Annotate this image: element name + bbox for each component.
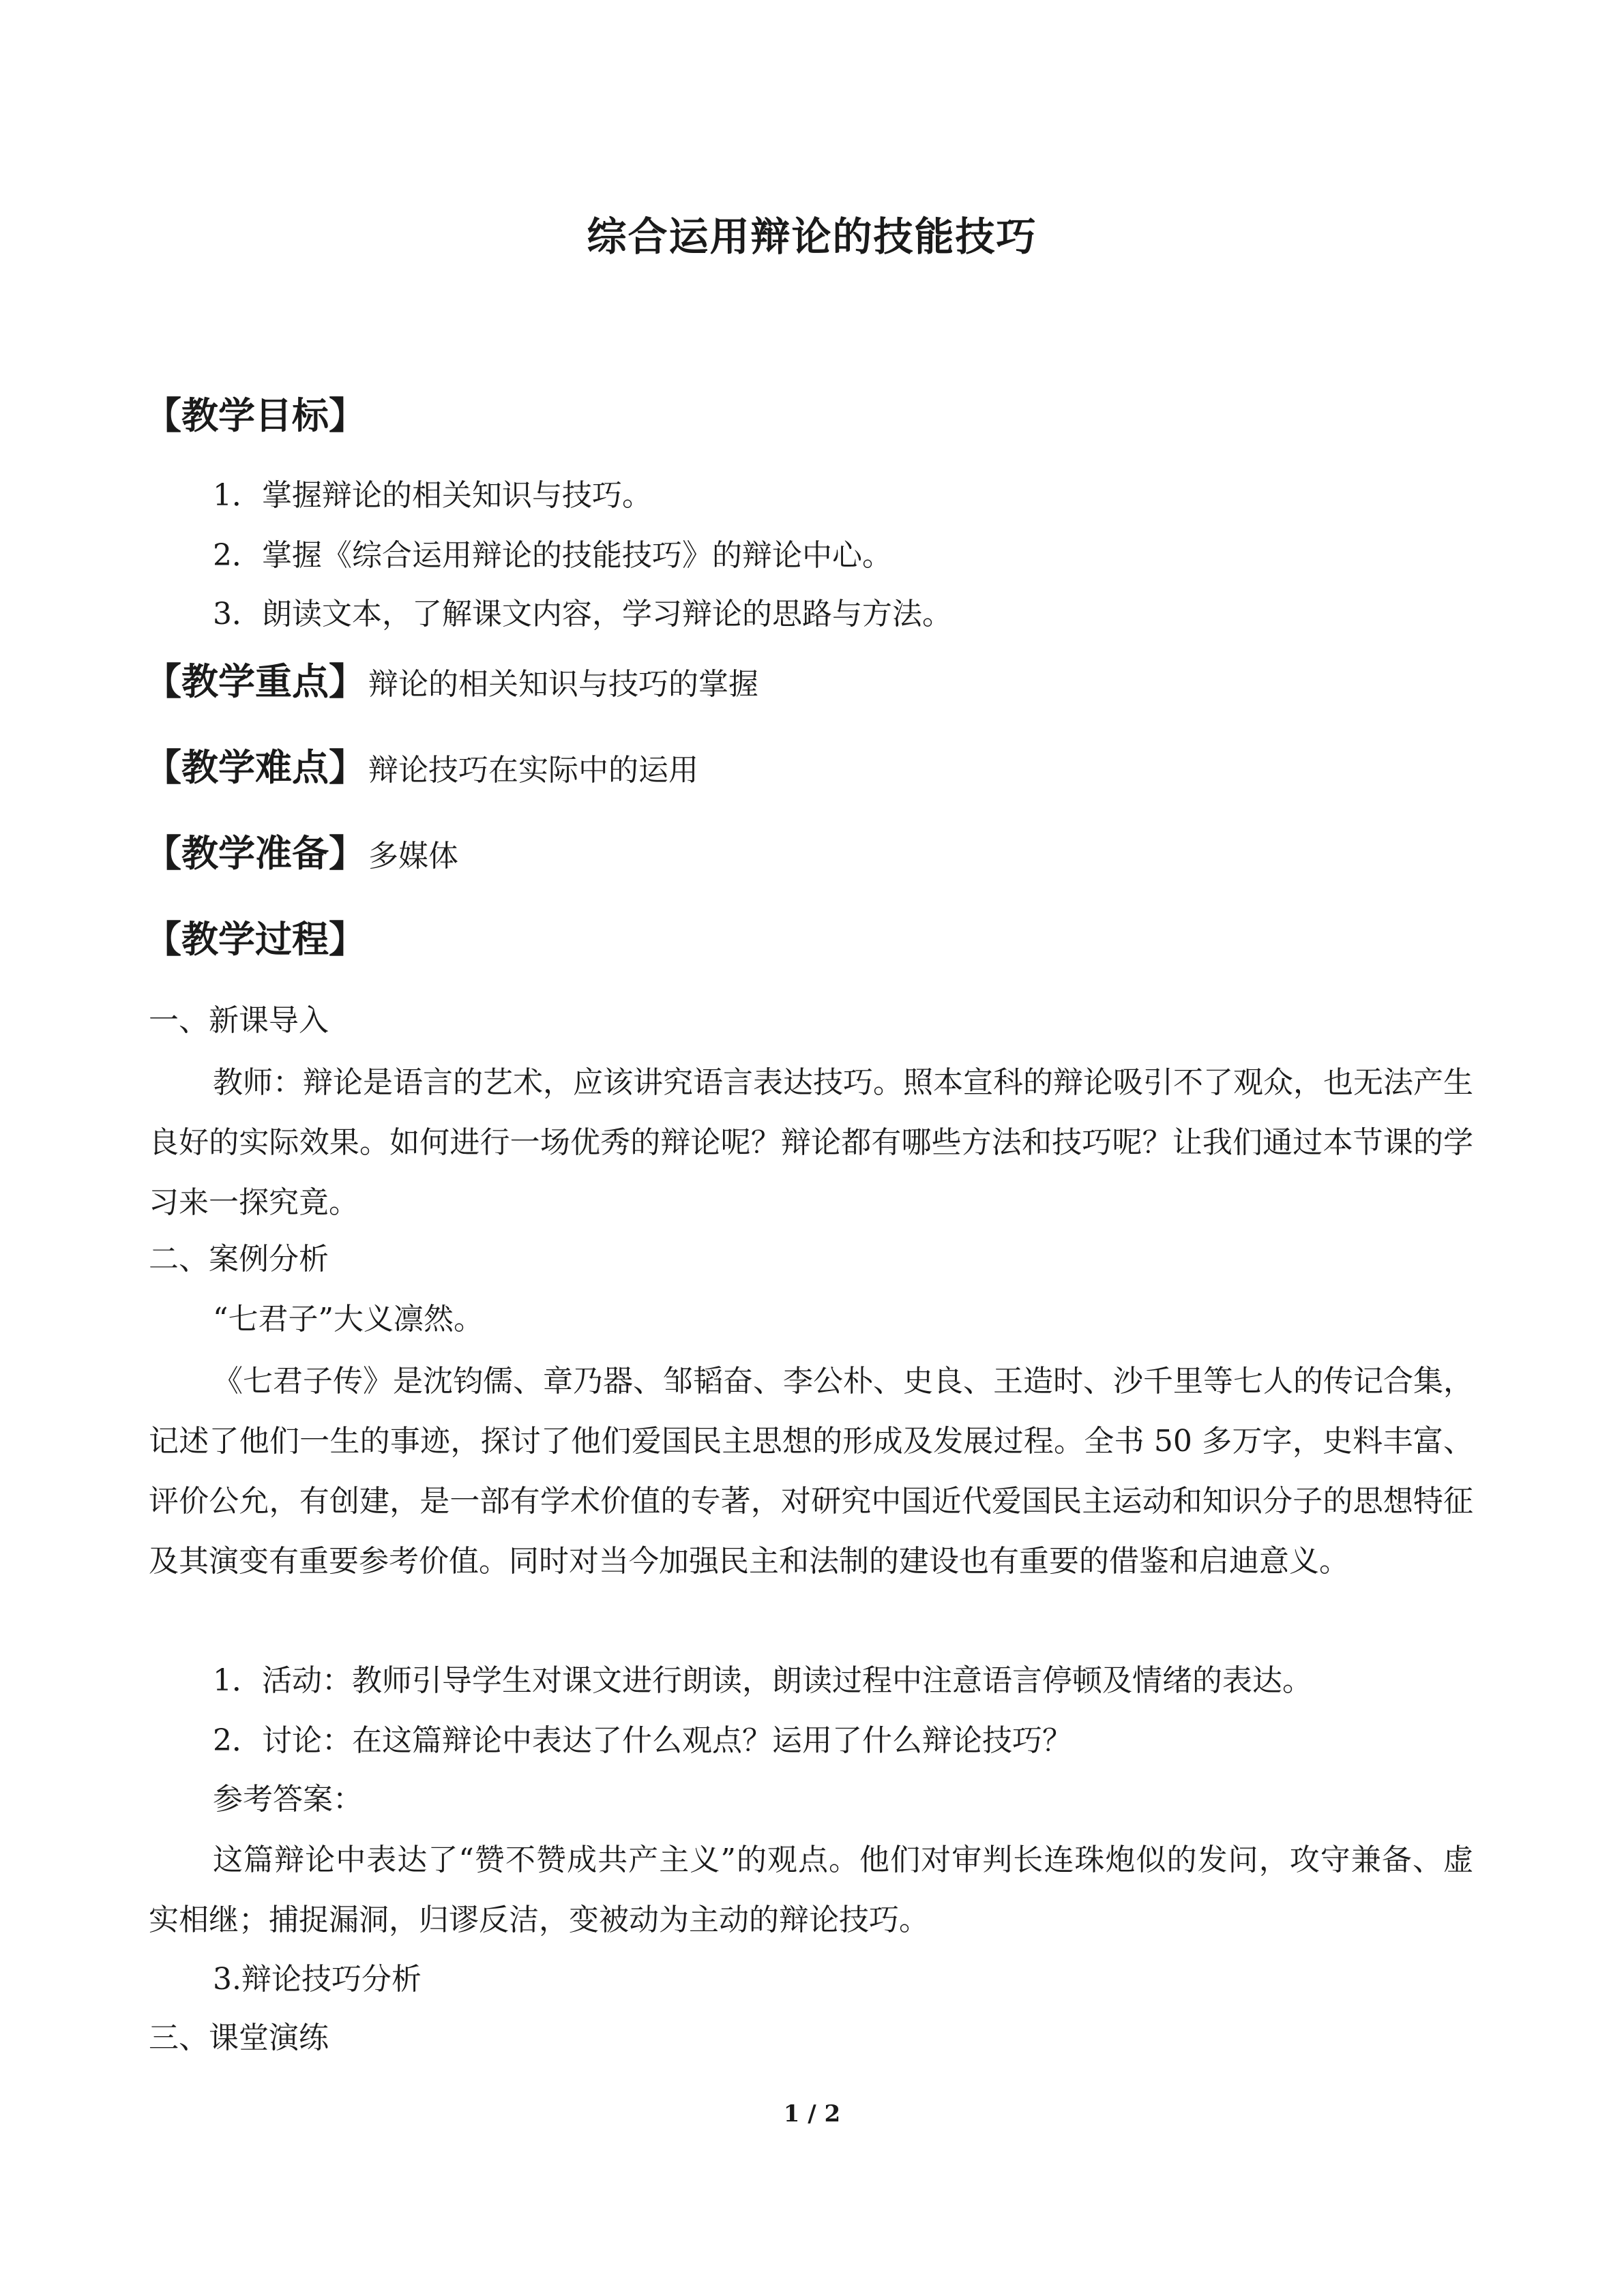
difficulties-section <box>145 741 698 798</box>
part2-paragraph: 《七君子传》是沈钧儒、章乃器、邹韬奋、李公朴、史良、王造时、沙千里等七人的传记合集，记述了他们一生的事迹，探讨了他们爱国民主思想的形成及发展过程。全书 50 多万字，史料丰富、评价公允，有创建，是一部有学术价值的专著，对研究中国近代爱国民主运动和知识分子的思想特征及其演变有重要参考价值。同时对当今加强民主和法制的建设也有重要的借鉴和启迪意义。 <box>149 1364 1473 1579</box>
analysis-item: 3.辩论技巧分析 <box>213 1962 422 1997</box>
answer-paragraph: 这篇辩论中表达了“赞不赞成共产主义”的观点。他们对审判长连珠炮似的发问，攻守兼备、虚实相继；捕捉漏洞，归谬反洁，变被动为主动的辩论技巧。 <box>149 1843 1473 1937</box>
activity-item: 1．活动：教师引导学生对课文进行朗读，朗读过程中注意语言停顿及情绪的表达。 <box>213 1663 1312 1698</box>
discussion-item: 2．讨论：在这篇辩论中表达了什么观点？运用了什么辩论技巧？ <box>213 1723 1072 1758</box>
part3-heading: 三、课堂演练 <box>149 2021 329 2055</box>
part2-heading: 二、案例分析 <box>149 1242 329 1277</box>
objective-item-2: 2．掌握《综合运用辩论的技能技巧》的辩论中心。 <box>213 538 892 573</box>
difficulties-text: 辩论技巧在实际中的运用 <box>368 753 698 788</box>
part1-heading: 一、新课导入 <box>149 1003 329 1038</box>
objectives-heading: 【教学目标】 <box>145 394 366 437</box>
part2-quote: “七君子”大义凛然。 <box>213 1302 484 1337</box>
key-points-heading: 【教学重点】 <box>145 660 366 703</box>
preparation-text: 多媒体 <box>368 839 458 874</box>
process-heading: 【教学过程】 <box>145 918 366 961</box>
difficulties-heading: 【教学难点】 <box>145 746 366 789</box>
objective-item-1: 1．掌握辩论的相关知识与技巧。 <box>213 478 652 513</box>
page-title: 综合运用辩论的技能技巧 <box>587 213 1037 260</box>
key-points-section <box>145 655 758 712</box>
preparation-heading: 【教学准备】 <box>145 832 366 875</box>
preparation-section <box>145 826 458 884</box>
key-points-text: 辩论的相关知识与技巧的掌握 <box>368 667 758 702</box>
part1-paragraph: 教师：辩论是语言的艺术，应该讲究语言表达技巧。照本宣科的辩论吸引不了观众，也无法产生良好的实际效果。如何进行一场优秀的辩论呢？辩论都有哪些方法和技巧呢？让我们通过本节课的学习来一探究竟。 <box>149 1065 1473 1220</box>
objective-item-3: 3．朗读文本，了解课文内容，学习辩论的思路与方法。 <box>213 597 952 631</box>
page-number: 1 / 2 <box>783 2100 841 2128</box>
reference-answer-label: 参考答案： <box>213 1782 363 1817</box>
